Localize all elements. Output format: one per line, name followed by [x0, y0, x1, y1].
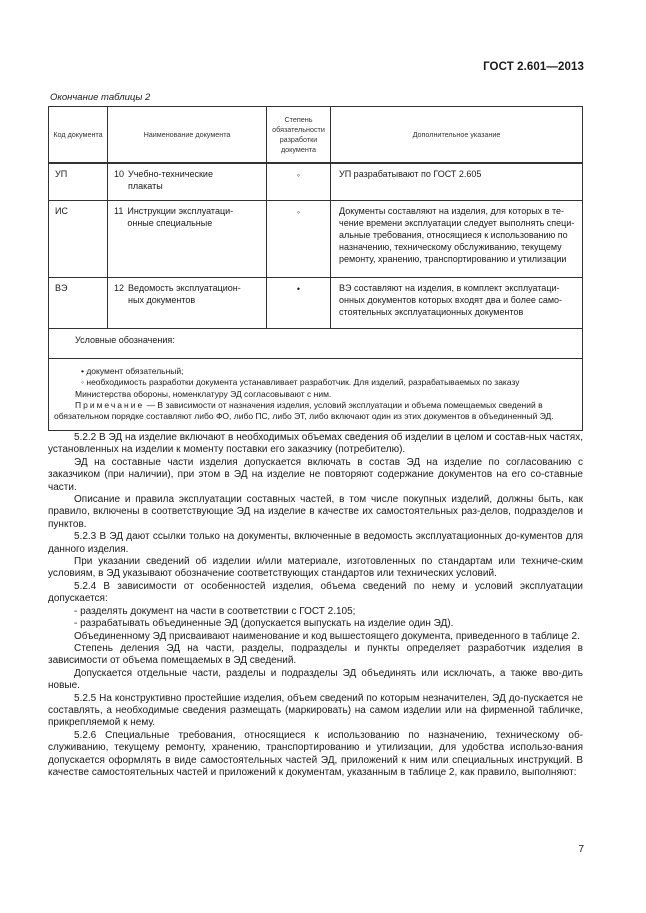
legend-body	[49, 359, 583, 431]
paragraph: Объединенному ЭД присваивают наименование и код вышестоящего документа, приведенного в таблице 2.	[74, 630, 580, 642]
legend-title-row	[49, 329, 583, 359]
page-number: 7	[578, 844, 584, 855]
paragraph: Описание и правила эксплуатации составных частей, в том числе покупных изделий, должны быть, как правило, включены в соответствующие ЭД на изделие в качестве их самостоятельных раз-делов, подразделов и пунктов.	[48, 494, 583, 530]
column-header-note: Дополнительное указание	[331, 107, 583, 164]
table-caption: Окончание таблицы 2	[50, 92, 151, 103]
table-row	[49, 278, 583, 329]
paragraph-5-2-6: 5.2.6 Специальные требования, относящиеся к использованию по назначению, техническому об-служиванию, текущему ремонту, хранению, транспортированию и утилизации, для удобства использо-вания допускается оформлять в виде самостоятельных частей ЭД, приложений к ним или специальных инструкций. В качестве самостоятельных частей и приложений к документам, указанным в таблице 2, как правило, выполняют:	[48, 729, 583, 778]
cell-note: Документы составляют на изделия, для которых в те-чение времени эксплуатации следует выполнять специ-альные требования, относящиеся к использованию по назначению, техническому обслуживанию, текущему ремонту, хранению, транспортированию и утилизации	[331, 201, 583, 278]
optional-mark-icon: ◦	[267, 201, 331, 278]
cell-name-text: Инструкции эксплуатаци-онные специальные	[127, 206, 234, 228]
table-row	[49, 163, 583, 201]
note-text: — В зависимости от назначения изделия, условий эксплуатации и объема помещаемых сведений в обязательном порядке составляют либо ФО, либо ПС, либо ЭТ, либо включают один из этих документов в объединенный ЭД.	[54, 399, 554, 422]
cell-name-text: Учебно-технические плакаты	[128, 169, 213, 191]
paragraph: Степень деления ЭД на части, разделы, подразделы и пункты определяет разработчик изделия в зависимости от объема помещаемых в ЭД сведений.	[48, 642, 583, 667]
table-row	[49, 201, 583, 278]
cell-code: ИС	[49, 201, 108, 278]
cell-name-number: 11	[114, 206, 124, 216]
list-item: - разрабатывать объединенные ЭД (допускается выпускать на изделие один ЭД).	[74, 618, 454, 630]
list-item: - разделять документ на части в соответствии с ГОСТ 2.105;	[74, 605, 356, 617]
cell-name	[108, 163, 267, 201]
legend-note	[54, 400, 572, 423]
paragraph: ЭД на составные части изделия допускается включать в состав ЭД на изделие по согласованию с заказчиком (при наличии), при этом в ЭД на изделие не повторяют содержание документов на его со-ставные части.	[48, 456, 583, 493]
paragraph: При указании сведений об изделии и/или материале, изготовленных по стандартам или техниче-ским условиям, в ЭД указывают обозначение соответствующих стандартов или технических условий.	[48, 556, 583, 580]
document-code: ГОСТ 2.601—2013	[483, 61, 584, 73]
cell-note: ВЭ составляют на изделия, в комплект эксплуатаци-онных документов которых входят два и более само-стоятельных эксплуатационных документов	[331, 278, 583, 329]
optional-mark-icon: ◦	[267, 163, 331, 201]
table-header-row	[49, 107, 583, 164]
cell-code: ВЭ	[49, 278, 108, 329]
cell-name-number: 10	[114, 169, 125, 179]
cell-name	[108, 278, 267, 329]
required-mark-icon: •	[267, 278, 331, 329]
paragraph-5-2-2: 5.2.2 В ЭД на изделие включают в необходимых объемах сведения об изделии в целом и состав-ных частях, установленных на изделии к моменту поставки его заказчику (потребителю).	[48, 432, 583, 456]
body-text	[48, 432, 583, 779]
note-label: Примечание	[75, 399, 145, 410]
cell-name	[108, 201, 267, 278]
column-header-degree: Степень обязательности разработки документа	[267, 107, 331, 164]
documents-table	[48, 106, 583, 431]
paragraph-5-2-4: 5.2.4 В зависимости от особенностей изделия, объема сведений по нему и условий эксплуатации допускается:	[48, 580, 583, 605]
cell-note: УП разрабатывают по ГОСТ 2.605	[331, 163, 583, 201]
paragraph: Допускается отдельные части, разделы и подразделы ЭД объединять или исключать, а также вво-дить новые.	[48, 667, 583, 692]
legend-optional: ◦ необходимость разработки документа устанавливает разработчик. Для изделий, разрабатываемых по заказу Министерства обороны, номенклатуру ЭД согласовывают с ним.	[75, 377, 520, 399]
legend-required: • документ обязательный;	[81, 366, 184, 376]
cell-code: УП	[49, 163, 108, 201]
paragraph-5-2-5: 5.2.5 На конструктивно простейшие изделия, объем сведений по которым незначителен, ЭД до-пускается не составлять, а необходимые сведения размещать (маркировать) на самом изделии или на фирменной табличке, прикрепляемой к нему.	[48, 692, 583, 729]
cell-name-number: 12	[114, 283, 125, 293]
legend-body-row	[49, 359, 583, 431]
cell-name-text: Ведомость эксплуатацион-ных документов	[128, 283, 241, 305]
column-header-code: Код документа	[49, 107, 108, 164]
column-header-name: Наименование документа	[108, 107, 267, 164]
paragraph-5-2-3: 5.2.3 В ЭД дают ссылки только на документы, включенные в ведомость эксплуатационных до-кументов для данного изделия.	[48, 531, 583, 555]
legend-title: Условные обозначения:	[49, 329, 583, 359]
